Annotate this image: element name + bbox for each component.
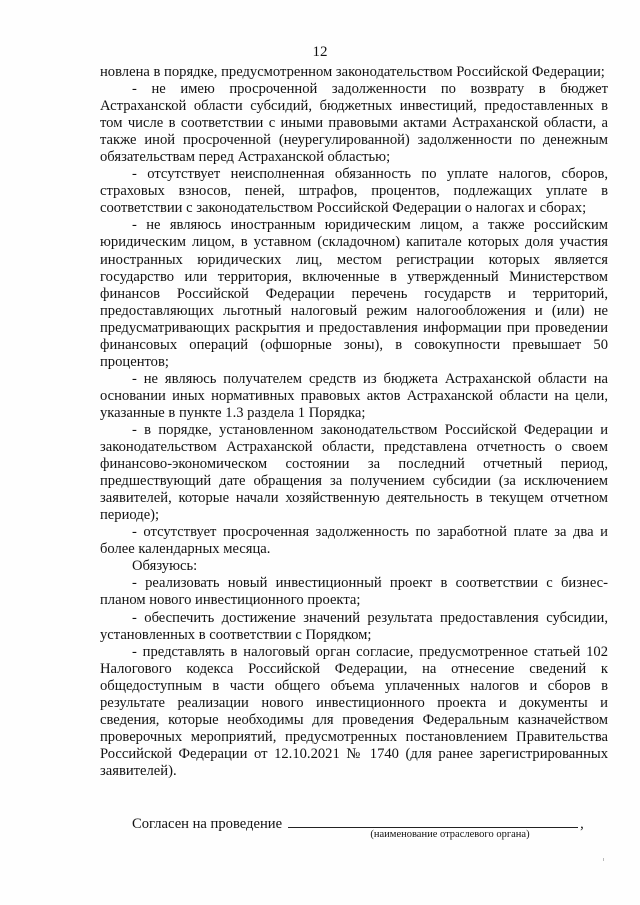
paragraph-achieve-results: - обеспечить достижение значений результата предоставления субсидии, установленных в соответствии с Порядком;: [100, 609, 608, 643]
page-number: 12: [312, 44, 328, 60]
document-body: [100, 64, 608, 780]
consent-blank-field[interactable]: [288, 813, 578, 828]
paragraph-implement-project: - реализовать новый инвестиционный проект в соответствии с бизнес-планом нового инвестиционного проекта;: [100, 575, 608, 609]
paragraph-no-budget-debt: - не имею просроченной задолженности по возврату в бюджет Астраханской области субсидий, бюджетных инвестиций, предоставленных в том числе в соответствии с иными правовыми актами Астраханской области, а также иной просроченной (неурегулированной) задолженности по денежным обязательствам перед Астраханской областью;: [100, 81, 608, 166]
scan-mark: [603, 858, 604, 861]
paragraph-reporting-submitted: - в порядке, установленном законодательством Российской Федерации и законодательством Астраханской области, представлена отчетность о своем финансово-экономическом состоянии за последний отчетный период, предшествующий дате обращения за получением субсидии (за исключением заявителей, которые начали хозяйственную деятельность в текущем отчетном периоде);: [100, 421, 608, 524]
consent-field-caption: (наименование отраслевого органа): [370, 829, 530, 840]
paragraph-tax-consent: - представлять в налоговый орган согласие, предусмотренное статьей 102 Налогового кодекса Российской Федерации, на отнесение сведений к общедоступным в части общего объема уплаченных налогов и сборов в результате реализации нового инвестиционного проекта и документы и сведения, которые необходимы для проведения Федеральным казначейством проверочных мероприятий, предусмотренных постановлением Правительства Российской Федерации от 12.10.2021 № 1740 (для ранее зарегистрированных заявителей).: [100, 643, 608, 779]
paragraph-continuation: новлена в порядке, предусмотренном законодательством Российской Федерации;: [100, 64, 605, 80]
paragraph-not-budget-recipient: - не являюсь получателем средств из бюджета Астраханской области на основании иных нормативных правовых актов Астраханской области на цели, указанные в пункте 1.3 раздела 1 Порядка;: [100, 370, 608, 421]
paragraph-no-tax-obligation: - отсутствует неисполненная обязанность по уплате налогов, сборов, страховых взносов, пеней, штрафов, процентов, подлежащих уплате в соответствии с законодательством Российской Федерации о налогах и сборах;: [100, 166, 608, 217]
paragraph-no-salary-arrears: - отсутствует просроченная задолженность по заработной плате за два и более календарных месяца.: [100, 524, 608, 558]
consent-label: Согласен на проведение: [132, 816, 283, 832]
consent-comma: ,: [580, 816, 584, 832]
paragraph-not-foreign-entity: - не являюсь иностранным юридическим лицом, а также российским юридическим лицом, в уставном (складочном) капитале которых доля участия иностранных юридических лиц, местом регистрации которых является государство или территория, включенные в утвержденный Министерством финансов Российской Федерации перечень государств и территорий, предоставляющих льготный налоговый режим налогообложения и (или) не предусматривающих раскрытия и предоставления информации при проведении финансовых операций (офшорные зоны), в совокупности превышает 50 процентов;: [100, 217, 608, 370]
paragraph-obligations-heading: Обязуюсь:: [132, 558, 198, 575]
